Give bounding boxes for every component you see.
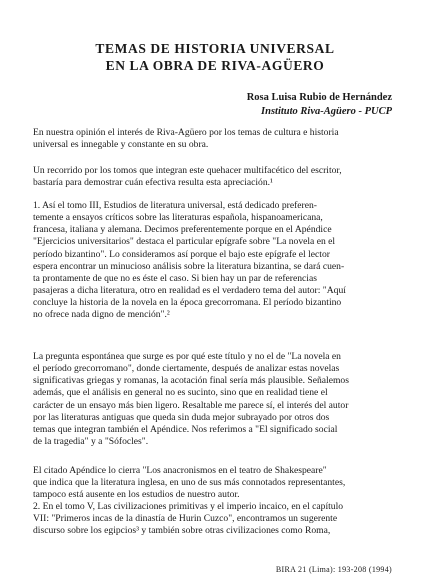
paragraph-appendix — [33, 465, 392, 501]
text-line: ta prontamente de que no es éste el caso. Si bien hay un par de referencias — [33, 272, 317, 284]
title-line-2: EN LA OBRA DE RIVA-AGÜERO — [105, 58, 325, 73]
text-line: que indica que la literatura inglesa, en uno de sus más connotados representantes, — [33, 477, 346, 489]
paragraph-tomo-iii — [33, 200, 392, 322]
author-institution: Instituto Riva-Agüero - PUCP — [261, 106, 392, 117]
text-line: temas que integran también el Apéndice. Nos referimos a "El significado social — [33, 423, 338, 435]
text-line: por las literaturas antiguas que queda sin duda mejor subrayado por otros dos — [33, 411, 330, 423]
text-line: carácter de un ensayo más bien ligero. Resaltable me parece sí, el interés del autor — [33, 399, 349, 411]
text-line: no ofrece nada digno de mención".² — [33, 309, 170, 321]
title-line-1: TEMAS DE HISTORIA UNIVERSAL — [95, 41, 335, 56]
text-line: además, que el análisis en general no es sucinto, sino que en realidad tiene el — [33, 387, 328, 399]
text-line: concluye la historia de la novela en la época grecorromana. El período bizantino — [33, 297, 342, 309]
author-block — [247, 91, 392, 119]
text-line: VII: "Primeros incas de la dinastía de Hurin Cuzco", encontramos un sugerente — [33, 513, 338, 525]
text-line: tampoco está ausente en los estudios de nuestro autor. — [33, 489, 240, 501]
journal-citation-footer: BIRA 21 (Lima): 193-208 (1994) — [275, 565, 392, 574]
text-line: En nuestra opinión el interés de Riva-Agüero por los temas de cultura e historia — [33, 127, 339, 138]
paragraph-question — [33, 351, 392, 448]
text-line: pasajeras a dicha literatura, otro en realidad es el verdadero tema del autor: "Aquí — [33, 285, 346, 297]
text-line: Un recorrido por los tomos que integran este quehacer multifacético del escritor, — [33, 165, 342, 176]
text-line: francesa, italiana y alemana. Decimos preferentemente porque en el Apéndice — [33, 224, 332, 236]
text-line: el período grecorromano", donde ciertamente, después de analizar estas novelas — [33, 363, 340, 375]
author-name: Rosa Luisa Rubio de Hernández — [246, 92, 392, 103]
text-line: La pregunta espontánea que surge es por qué este título y no el de "La novela en — [33, 351, 341, 362]
paragraph-overview — [33, 165, 392, 189]
text-line: espera encontrar un minucioso análisis sobre la literatura bizantina, se dará cuen- — [33, 260, 345, 272]
text-line: "Ejercicios universitarios" destaca el particular epígrafe sobre "La novela en el — [33, 236, 336, 248]
text-line: período bizantino". Lo consideramos así porque el bajo este epígrafe el lector — [33, 248, 330, 260]
text-line: El citado Apéndice lo cierra "Los anacronismos en el teatro de Shakespeare" — [33, 465, 327, 476]
text-line: 2. En el tomo V, Las civilizaciones primitivas y el imperio incaico, en el capítulo — [33, 501, 344, 512]
text-line: de la tragedia" y a "Sófocles". — [33, 436, 149, 448]
paragraph-intro — [33, 127, 392, 151]
text-line: temente a ensayos críticos sobre las literaturas española, hispanoamericana, — [33, 212, 323, 224]
paragraph-tomo-v — [33, 501, 392, 537]
text-line: significativas griegas y romanas, la acotación final sería más plausible. Señalemos — [33, 375, 349, 387]
text-line: discurso sobre los egipcios³ y también sobre otras civilizaciones como Roma, — [33, 525, 331, 537]
text-line: 1. Así el tomo III, Estudios de literatura universal, está dedicado preferen- — [33, 200, 317, 211]
text-line: universal es innegable y constante en su obra. — [33, 139, 209, 151]
text-line: bastaría para demostrar cuán efectiva resulta esta apreciación.¹ — [33, 177, 273, 189]
